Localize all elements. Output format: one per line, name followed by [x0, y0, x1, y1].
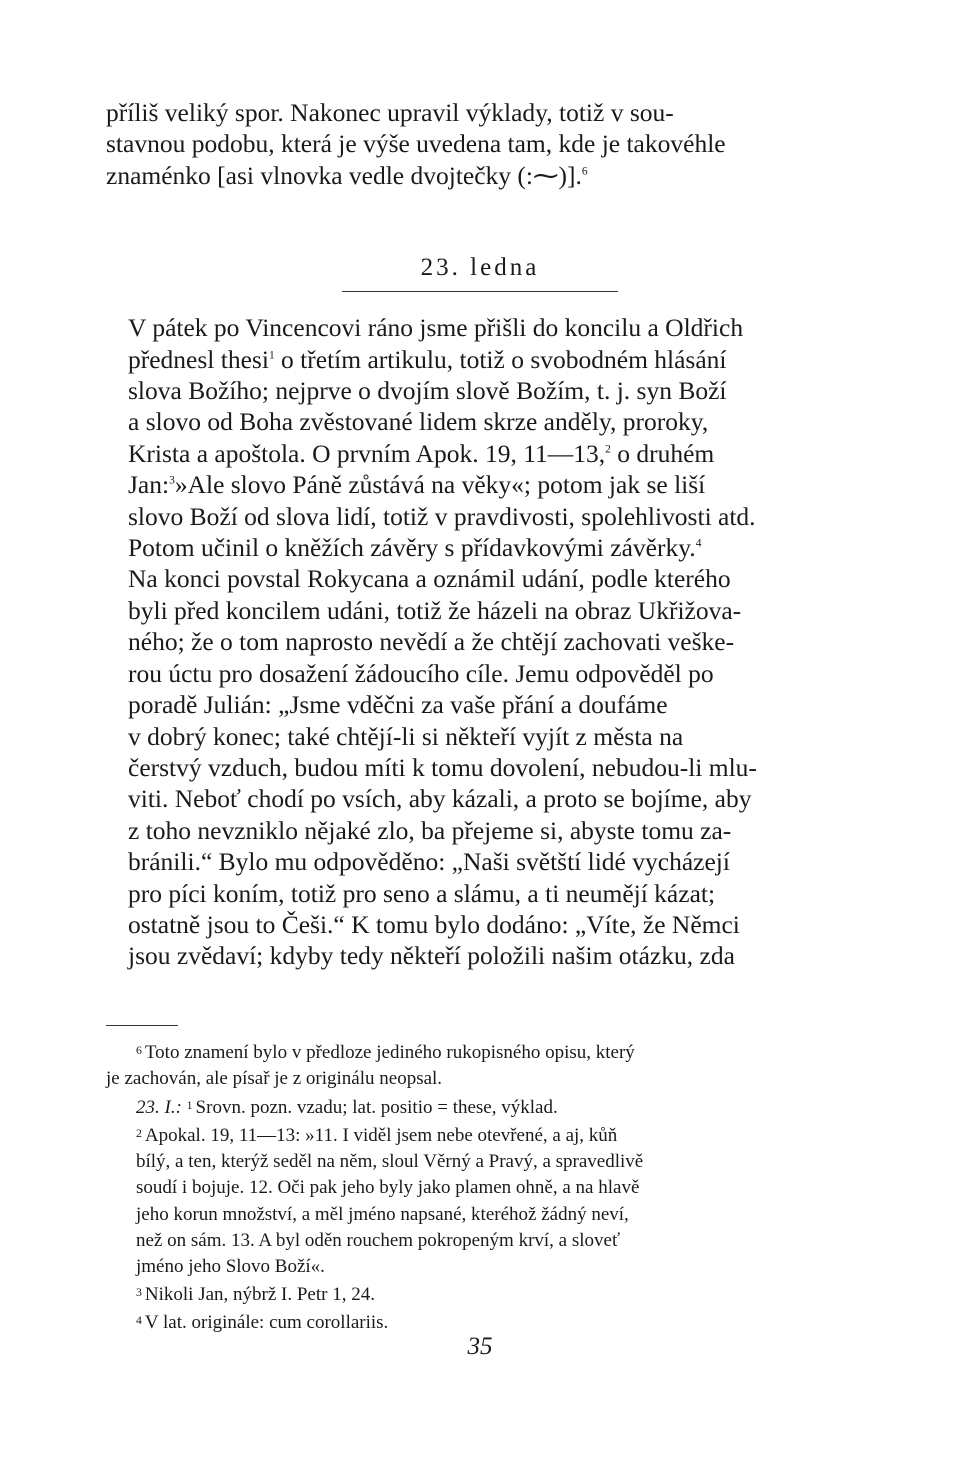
- text-line: čerstvý vzduch, budou míti k tomu dovolení, nebudou-li mlu-: [128, 752, 757, 782]
- footnote-mark: 4: [136, 1314, 142, 1328]
- main-text: [106, 97, 854, 972]
- text-line: Na konci povstal Rokycana a oznámil udání, podle kterého: [128, 564, 731, 594]
- footnote-mark: 3: [136, 1286, 142, 1300]
- text-line: slovo Boží od slova lidí, totiž v pravdivosti, spolehlivosti atd.: [128, 501, 756, 531]
- text-line: [106, 438, 854, 469]
- text-line: stavnou podobu, která je výše uvedena tam, kde je takovéhle: [106, 129, 726, 159]
- footnote-ref: 4: [695, 537, 702, 550]
- text-line: slova Božího; nejprve o dvojím slově Božím, t. j. syn Boží: [128, 376, 727, 406]
- footnote-line: než on sám. 13. A byl oděn rouchem pokropeným krví, a sloveť: [136, 1229, 621, 1251]
- text-line-content: o druhém: [610, 438, 715, 468]
- text-line: a slovo od Boha zvěstované lidem skrze anděly, proroky,: [128, 407, 709, 437]
- heading-underline: [342, 291, 618, 292]
- text-line: [106, 469, 854, 500]
- footnote-ref: 1: [268, 348, 275, 361]
- footnote-line: jeho korun množství, a měl jméno napsané, kteréhož žádný neví,: [136, 1203, 629, 1225]
- text-line: [106, 532, 854, 563]
- footnote-line: jméno jeho Slovo Boží«.: [136, 1255, 325, 1277]
- footnote-mark: 2: [136, 1126, 142, 1140]
- footnote-line: je zachován, ale písař je z originálu neopsal.: [106, 1068, 443, 1090]
- text-line: ostatně jsou to Češi.“ K tomu bylo dodáno: „Víte, že Němci: [128, 909, 740, 939]
- footnote-text: V lat. originále: cum corollariis.: [144, 1312, 389, 1334]
- text-line-content: Jan:: [128, 470, 170, 500]
- footnote-ref: 6: [581, 165, 588, 178]
- footnote-section-label: 23. I.:: [136, 1096, 182, 1118]
- footnote-mark: 6: [136, 1044, 142, 1057]
- footnotes: [106, 1038, 854, 1337]
- footnote-3: [106, 1280, 854, 1308]
- footnote-text: Nikoli Jan, nýbrž I. Petr 1, 24.: [144, 1284, 375, 1306]
- footnote-text: Srovn. pozn. vzadu; lat. positio = these, výklad.: [195, 1096, 558, 1118]
- footnote-line: soudí i bojuje. 12. Oči pak jeho byly jako plamen ohně, a na hlavě: [136, 1177, 640, 1199]
- text-line: poradě Julián: „Jsme vděčni za vaše přání a doufáme: [128, 690, 668, 720]
- text-line-content: Krista a apoštola. O prvním Apok. 19, 11—13,: [128, 438, 606, 468]
- text-line: z toho nevzniklo nějaké zlo, ba přejeme si, abyste tomu za-: [128, 815, 732, 845]
- text-line-content: přednesl thesi: [128, 344, 269, 374]
- footnote-text: Apokal. 19, 11—13: »11. I viděl jsem nebe otevřené, a aj, kůň: [144, 1124, 618, 1146]
- text-line: jsou zvědaví; kdyby tedy někteří položili našim otázku, zda: [128, 941, 735, 971]
- text-line-content: Potom učinil o kněžích závěry s přídavkovými závěrky.: [128, 533, 696, 563]
- footnote-separator: [106, 1025, 178, 1026]
- text-line: ného; že o tom naprosto nevědí a že chtějí zachovati veške-: [128, 627, 735, 657]
- text-line: rou úctu pro dosažení žádoucího cíle. Jemu odpověděl po: [128, 658, 714, 688]
- footnote-text: Toto znamení bylo v předloze jediného rukopisného opisu, který: [144, 1042, 635, 1064]
- footnote-2: [106, 1121, 854, 1280]
- paragraph-2: [106, 563, 854, 971]
- page-number: 35: [467, 1333, 493, 1360]
- text-line: v dobrý konec; také chtějí-li si někteří vyjít z města na: [128, 721, 684, 751]
- text-line: V pátek po Vincencovi ráno jsme přišli do koncilu a Oldřich: [128, 313, 744, 343]
- intro-paragraph: [106, 97, 854, 191]
- text-line: pro píci koním, totiž pro seno a slámu, a ti neumějí kázat;: [128, 878, 716, 908]
- footnote-ref: 2: [605, 443, 611, 456]
- footnote-line: bílý, a ten, kterýž seděl na něm, sloul Věrný a Pravý, a spravedlivě: [136, 1151, 644, 1173]
- footnote-line: [106, 1121, 854, 1149]
- text-line-content: znaménko [asi vlnovka vedle dvojtečky (:⁓)].: [106, 160, 582, 190]
- footnote-line: [106, 1280, 854, 1308]
- footnote-ref: 3: [169, 474, 175, 487]
- footnote-line: [106, 1093, 854, 1121]
- text-line: [106, 344, 854, 375]
- text-line: [106, 160, 854, 191]
- section-heading: 23. ledna: [420, 254, 540, 282]
- footnote-line: [106, 1038, 854, 1066]
- footnote-6: [106, 1038, 854, 1093]
- paragraph-1: [106, 312, 854, 563]
- text-line: bránili.“ Bylo mu odpověděno: „Naši světští lidé vycházejí: [128, 847, 730, 877]
- footnote-mark: 1: [186, 1098, 193, 1112]
- text-line: byli před koncilem udáni, totiž že házeli na obraz Ukřižova-: [128, 595, 742, 625]
- text-line: viti. Neboť chodí po vsích, aby kázali, a proto se bojíme, aby: [128, 784, 752, 814]
- footnote-23-1: [106, 1093, 854, 1121]
- text-line-content: o třetím artikulu, totiž o svobodném hlásání: [274, 344, 727, 374]
- text-line: příliš veliký spor. Nakonec upravil výklady, totiž v sou-: [106, 98, 674, 127]
- text-line-content: »Ale slovo Páně zůstává na věky«; potom jak se liší: [174, 470, 706, 500]
